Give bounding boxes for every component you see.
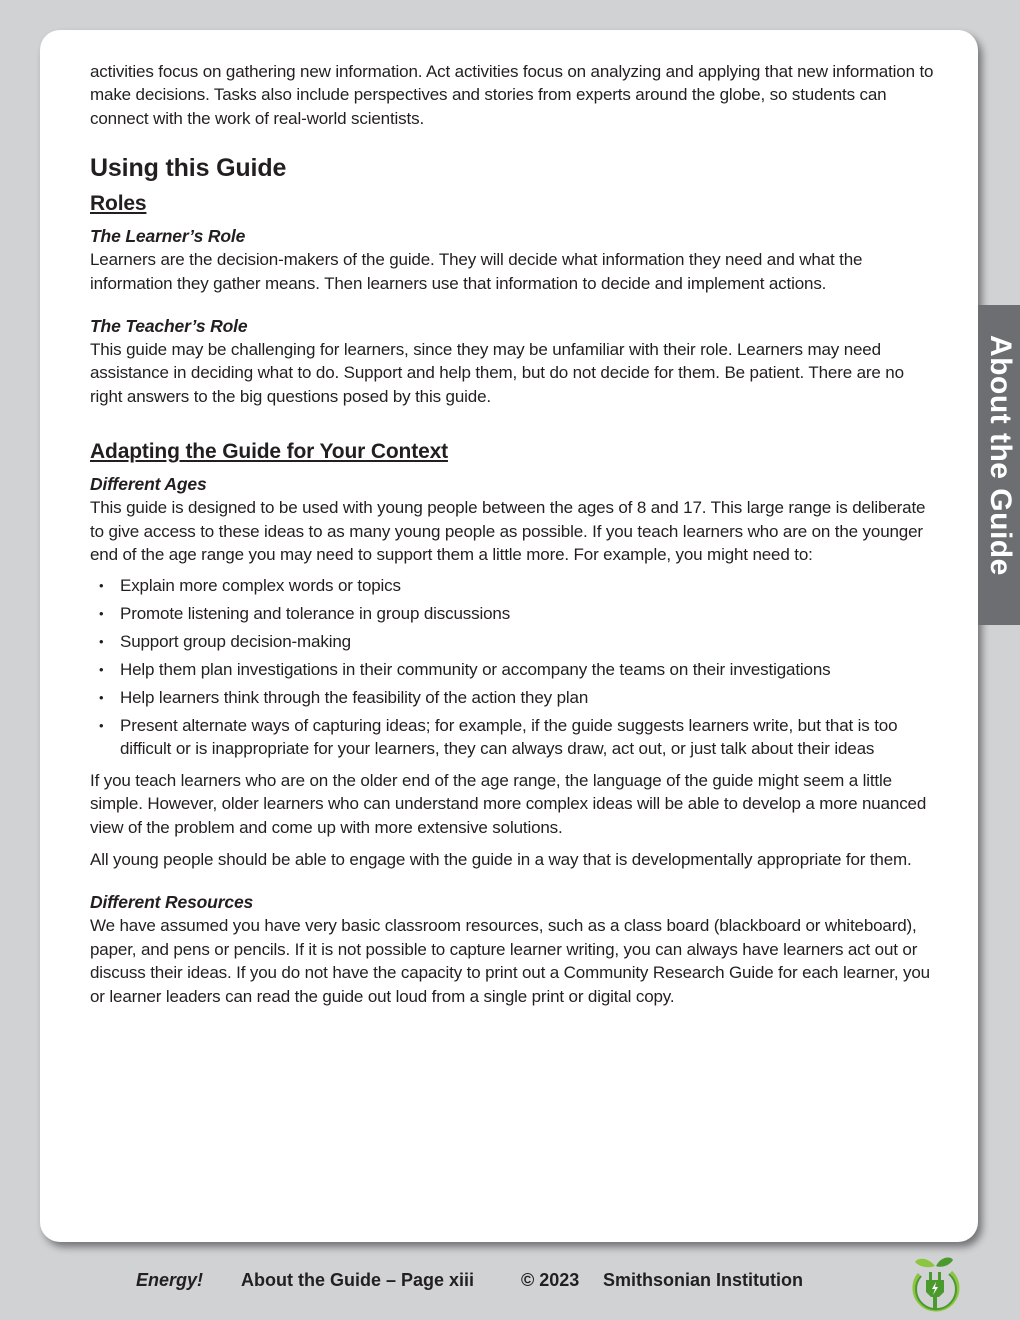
footer-copyright: © 2023: [521, 1270, 580, 1290]
section-side-tab: [978, 305, 1020, 625]
adapting-heading: Adapting the Guide for Your Context: [90, 440, 448, 464]
ages-text: This guide is designed to be used with young people between the ages of 8 and 17. This large range is deliberate to give access to these ideas to as many young people as possible. If you teach learners who are on the younger end of the age range you may need to support them a little more. For example, you might need to:: [90, 498, 926, 565]
learner-role-text: Learners are the decision-makers of the guide. They will decide what information they need and what the information they gather means. Then learners use that information to decide and implement actions.: [90, 250, 863, 293]
side-tab-label: About the Guide: [984, 335, 1017, 576]
resources-heading: Different Resources: [90, 892, 254, 913]
footer-org: Smithsonian Institution: [603, 1270, 803, 1290]
bullet-list: [90, 574, 935, 760]
list-item: • Help learners think through the feasibility of the action they plan: [90, 686, 935, 709]
list-item: • Explain more complex words or topics: [90, 574, 935, 597]
older-text: If you teach learners who are on the older end of the age range, the language of the guide might seem a little simple. However, older learners who can understand more complex ideas will be able to develop a more nuanced view of the problem and come up with more extensive solutions.: [90, 770, 927, 837]
teacher-role-text: This guide may be challenging for learners, since they may be unfamiliar with their role. Learners may need assistance in deciding what to do. Support and help them, but do not decide for them. Be patient. There are no right answers to the big questions posed by this guide.: [90, 340, 904, 406]
footer-title: Energy!: [136, 1270, 204, 1290]
intro-paragraph: activities focus on gathering new information. Act activities focus on analyzing and applying that new information to make decisions. Tasks also include perspectives and stories from experts around the globe, so students can connect with the work of real-world scientists.: [90, 62, 934, 128]
list-item: • Present alternate ways of capturing ideas; for example, if the guide suggests learners write, but that is too difficult or is inappropriate for your learners, they can always draw, act out, or just talk about their ideas: [90, 714, 935, 761]
all-text: All young people should be able to engage with the guide in a way that is developmentally appropriate for them.: [90, 850, 912, 870]
list-item: • Help them plan investigations in their community or accompany the teams on their investigations: [90, 658, 935, 681]
ages-heading: Different Ages: [90, 474, 207, 495]
list-item: • Support group decision-making: [90, 630, 935, 653]
page-content: [90, 60, 935, 1008]
footer-page: About the Guide – Page xiii: [241, 1270, 475, 1290]
list-item: • Promote listening and tolerance in group discussions: [90, 602, 935, 625]
section-heading: Using this Guide: [90, 154, 287, 183]
roles-heading: Roles: [90, 192, 147, 216]
energy-plug-logo-icon: [905, 1252, 965, 1316]
teacher-role-heading: The Teacher’s Role: [90, 316, 248, 337]
resources-text: We have assumed you have very basic classroom resources, such as a class board (blackboard or whiteboard), paper, and pens or pencils. If it is not possible to capture learner writing, you can always have learners act out or discuss their ideas. If you do not have the capacity to print out a Community Research Guide for each learner, you or learner leaders can read the guide out loud from a single print or digital copy.: [90, 916, 930, 1006]
learner-role-heading: The Learner’s Role: [90, 226, 246, 247]
